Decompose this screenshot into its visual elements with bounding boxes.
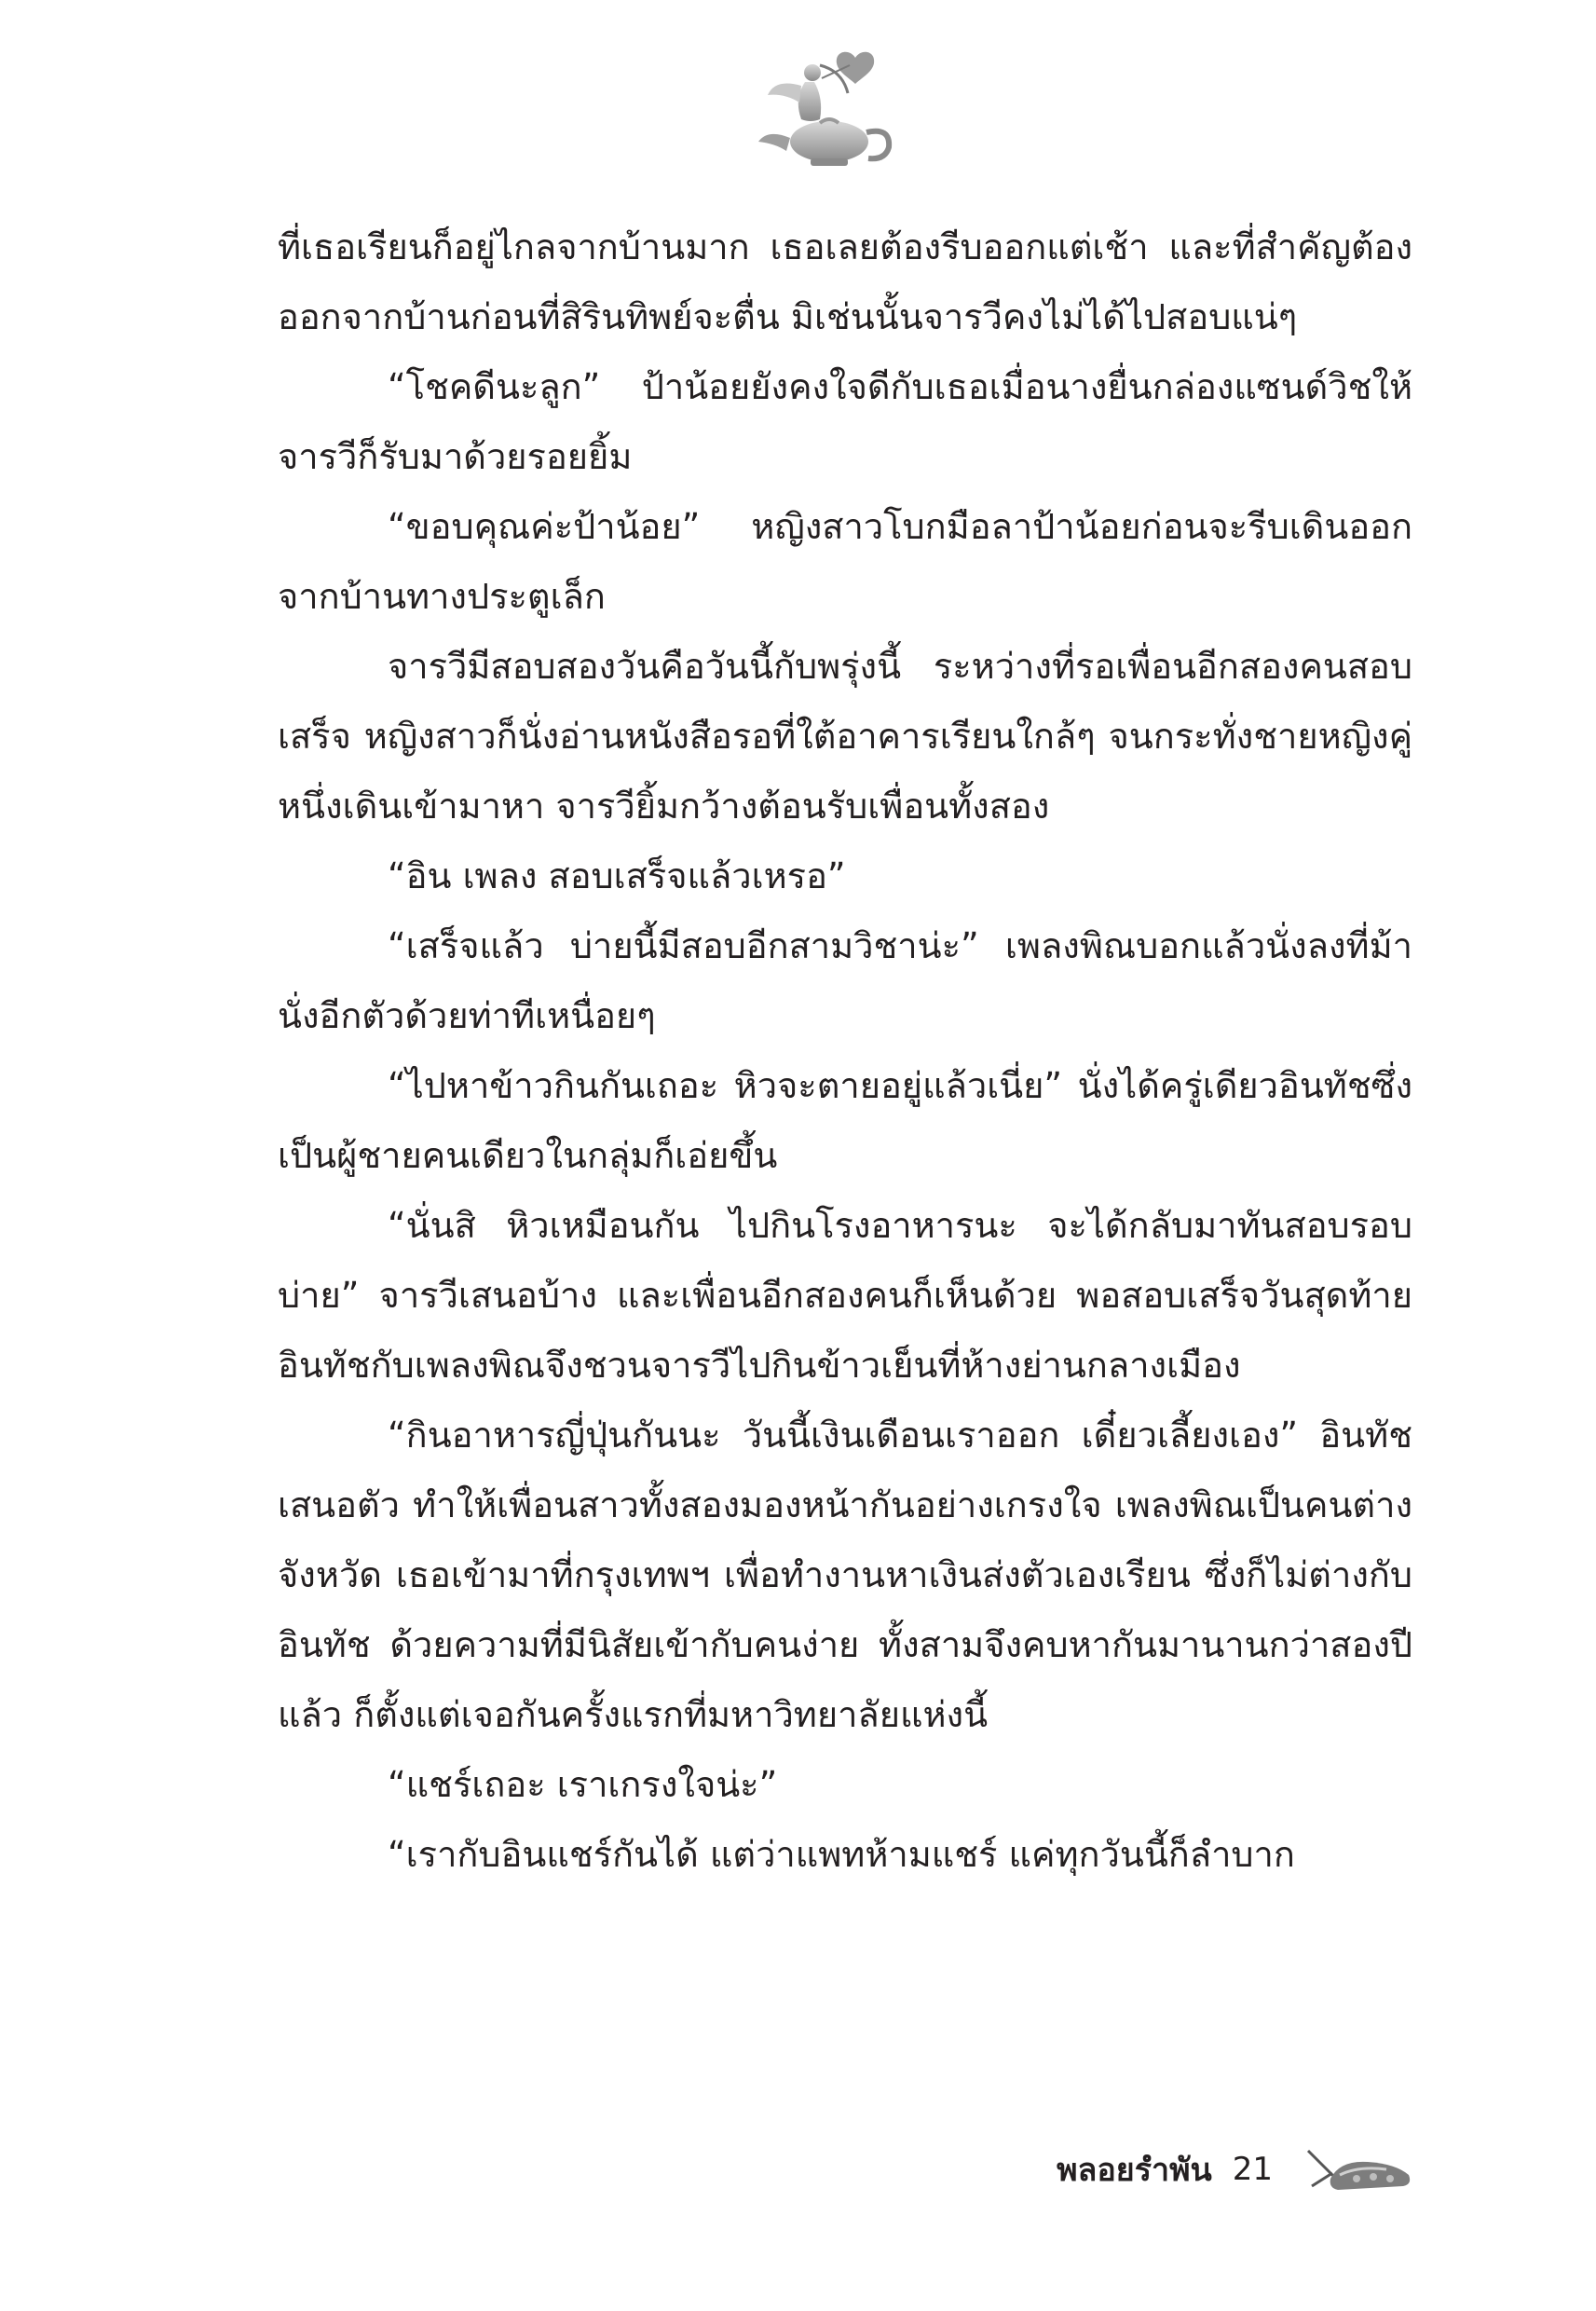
paragraph: “เสร็จแล้ว บ่ายนี้มีสอบอีกสามวิชาน่ะ” เพลงพิณบอกแล้วนั่งลงที่ม้านั่งอีกตัวด้วยท่าทีเหนื่อยๆ bbox=[278, 925, 1412, 1036]
paragraph: “อิน เพลง สอบเสร็จแล้วเหรอ” bbox=[388, 855, 846, 896]
paragraph: “นั่นสิ หิวเหมือนกัน ไปกินโรงอาหารนะ จะได้กลับมาทันสอบรอบบ่าย” จารวีเสนอบ้าง และเพื่อนอีกสองคนก็เห็นด้วย พอสอบเสร็จวันสุดท้ายอินทัชกับเพลงพิณจึงชวนจารวีไปกินข้าวเย็นที่ห้างย่านกลางเมือง bbox=[278, 1205, 1412, 1386]
paragraph: จารวีมีสอบสองวันคือวันนี้กับพรุ่งนี้ ระหว่างที่รอเพื่อนอีกสองคนสอบเสร็จ หญิงสาวก็นั่งอ่านหนังสือรอที่ใต้อาคารเรียนใกล้ๆ จนกระทั่งชายหญิงคู่หนึ่งเดินเข้ามาหา จารวียิ้มกว้างต้อนรับเพื่อนทั้งสอง bbox=[278, 646, 1412, 827]
paragraph: “ไปหาข้าวกินกันเถอะ หิวจะตายอยู่แล้วเนี่ย” นั่งได้ครู่เดียวอินทัชซึ่งเป็นผู้ชายคนเดียวในกลุ่มก็เอ่ยขึ้น bbox=[278, 1065, 1412, 1176]
angel-teapot-icon bbox=[745, 37, 913, 186]
shoe-ornament-icon bbox=[1303, 2141, 1414, 2197]
book-title: พลอยรำพัน bbox=[1057, 2152, 1212, 2189]
paragraph: “เรากับอินแชร์กันได้ แต่ว่าแพทห้ามแชร์ แค่ทุกวันนี้ก็ลำบาก bbox=[388, 1834, 1295, 1875]
page-number: 21 bbox=[1232, 2151, 1273, 2188]
paragraph: “กินอาหารญี่ปุ่นกันนะ วันนี้เงินเดือนเราออก เดี๋ยวเลี้ยงเอง” อินทัชเสนอตัว ทำให้เพื่อนสาวทั้งสองมองหน้ากันอย่างเกรงใจ เพลงพิณเป็นคนต่างจังหวัด เธอเข้ามาที่กรุงเทพฯ เพื่อทำงานหาเงินส่งตัวเองเรียน ซึ่งก็ไม่ต่างกับอินทัช ด้วยความที่มีนิสัยเข้ากับคนง่าย ทั้งสามจึงคบหากันมานานกว่าสองปีแล้ว ก็ตั้งแต่เจอกันครั้งแรกที่มหาวิทยาลัยแห่งนี้ bbox=[278, 1415, 1412, 1735]
paragraph: “ขอบคุณค่ะป้าน้อย” หญิงสาวโบกมือลาป้าน้อยก่อนจะรีบเดินออกจากบ้านทางประตูเล็ก bbox=[278, 506, 1412, 617]
paragraph: ที่เธอเรียนก็อยู่ไกลจากบ้านมาก เธอเลยต้องรีบออกแต่เช้า และที่สำคัญต้องออกจากบ้านก่อนที่สิรินทิพย์จะตื่น มิเช่นนั้นจารวีคงไม่ได้ไปสอบแน่ๆ bbox=[278, 226, 1412, 337]
paragraph: “โชคดีนะลูก” ป้าน้อยยังคงใจดีกับเธอเมื่อนางยื่นกล่องแซนด์วิชให้จารวีก็รับมาด้วยรอยยิ้ม bbox=[278, 366, 1412, 477]
paragraph: “แชร์เถอะ เราเกรงใจน่ะ” bbox=[388, 1764, 778, 1805]
body-text bbox=[278, 212, 1412, 1890]
page-footer bbox=[1057, 2141, 1414, 2197]
